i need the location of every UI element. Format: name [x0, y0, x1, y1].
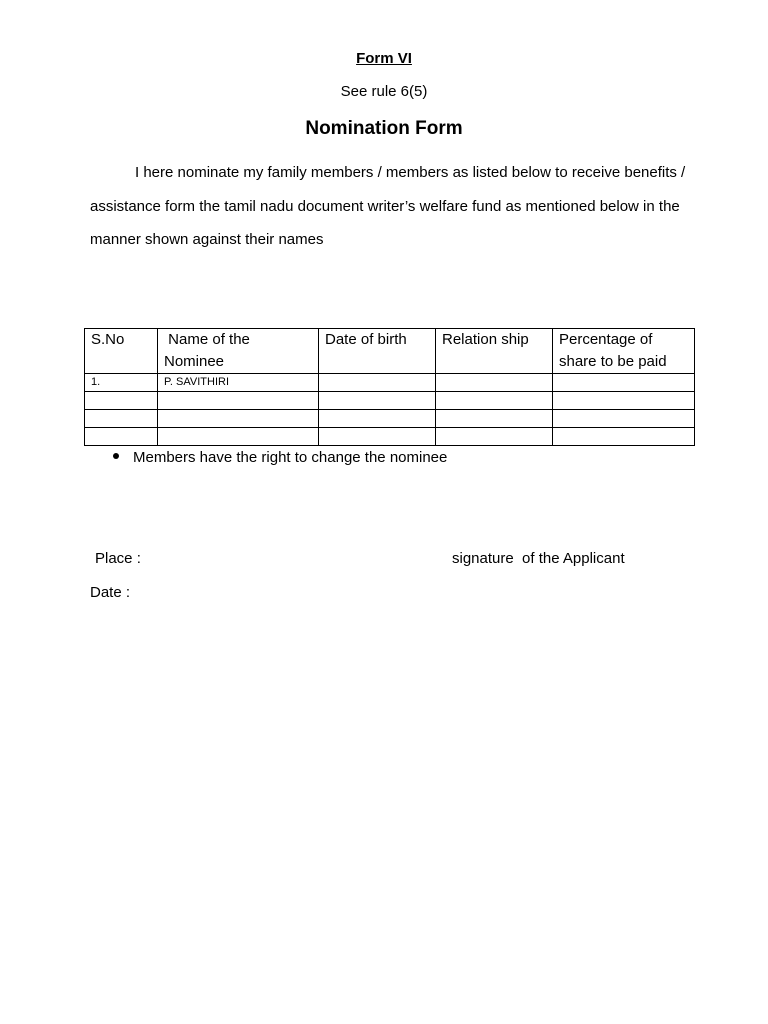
cell-nominee-name	[158, 392, 319, 410]
column-header-relationship: Relation ship	[436, 329, 553, 374]
cell-sno	[85, 428, 158, 446]
cell-date-of-birth	[319, 410, 436, 428]
cell-sno: 1.	[85, 374, 158, 392]
table-header-row	[85, 329, 695, 374]
cell-share-percentage	[553, 392, 695, 410]
note-text: Members have the right to change the nominee	[133, 449, 448, 466]
cell-date-of-birth	[319, 428, 436, 446]
column-header-nominee-name: Name of the Nominee	[158, 329, 319, 374]
cell-relationship	[436, 392, 553, 410]
nominee-table	[84, 328, 695, 446]
cell-relationship	[436, 410, 553, 428]
intro-paragraph: I here nominate my family members / members as listed below to receive benefits / assistance form the tamil nadu document writer’s welfare fund as mentioned below in the manner shown against their names	[90, 164, 686, 248]
cell-share-percentage	[553, 410, 695, 428]
cell-relationship	[436, 374, 553, 392]
table-row	[85, 392, 695, 410]
column-header-date-of-birth: Date of birth	[319, 329, 436, 374]
cell-date-of-birth	[319, 392, 436, 410]
cell-nominee-name	[158, 428, 319, 446]
cell-nominee-name: P. SAVITHIRI	[158, 374, 319, 392]
cell-share-percentage	[553, 428, 695, 446]
date-label: Date :	[90, 584, 131, 601]
place-label: Place :	[95, 550, 141, 567]
cell-share-percentage	[553, 374, 695, 392]
cell-date-of-birth	[319, 374, 436, 392]
table-row	[85, 374, 695, 392]
cell-sno	[85, 410, 158, 428]
table-row	[85, 428, 695, 446]
rule-reference: See rule 6(5)	[340, 83, 428, 100]
table-row	[85, 410, 695, 428]
bullet-icon	[113, 453, 119, 459]
cell-sno	[85, 392, 158, 410]
signature-label: signature of the Applicant	[452, 550, 625, 567]
column-header-sno: S.No	[85, 329, 158, 374]
nominee-change-note	[113, 449, 447, 466]
cell-nominee-name	[158, 410, 319, 428]
cell-relationship	[436, 428, 553, 446]
column-header-share-percentage: Percentage of share to be paid	[553, 329, 695, 374]
page-title: Nomination Form	[305, 118, 463, 139]
form-number: Form VI	[356, 50, 412, 67]
